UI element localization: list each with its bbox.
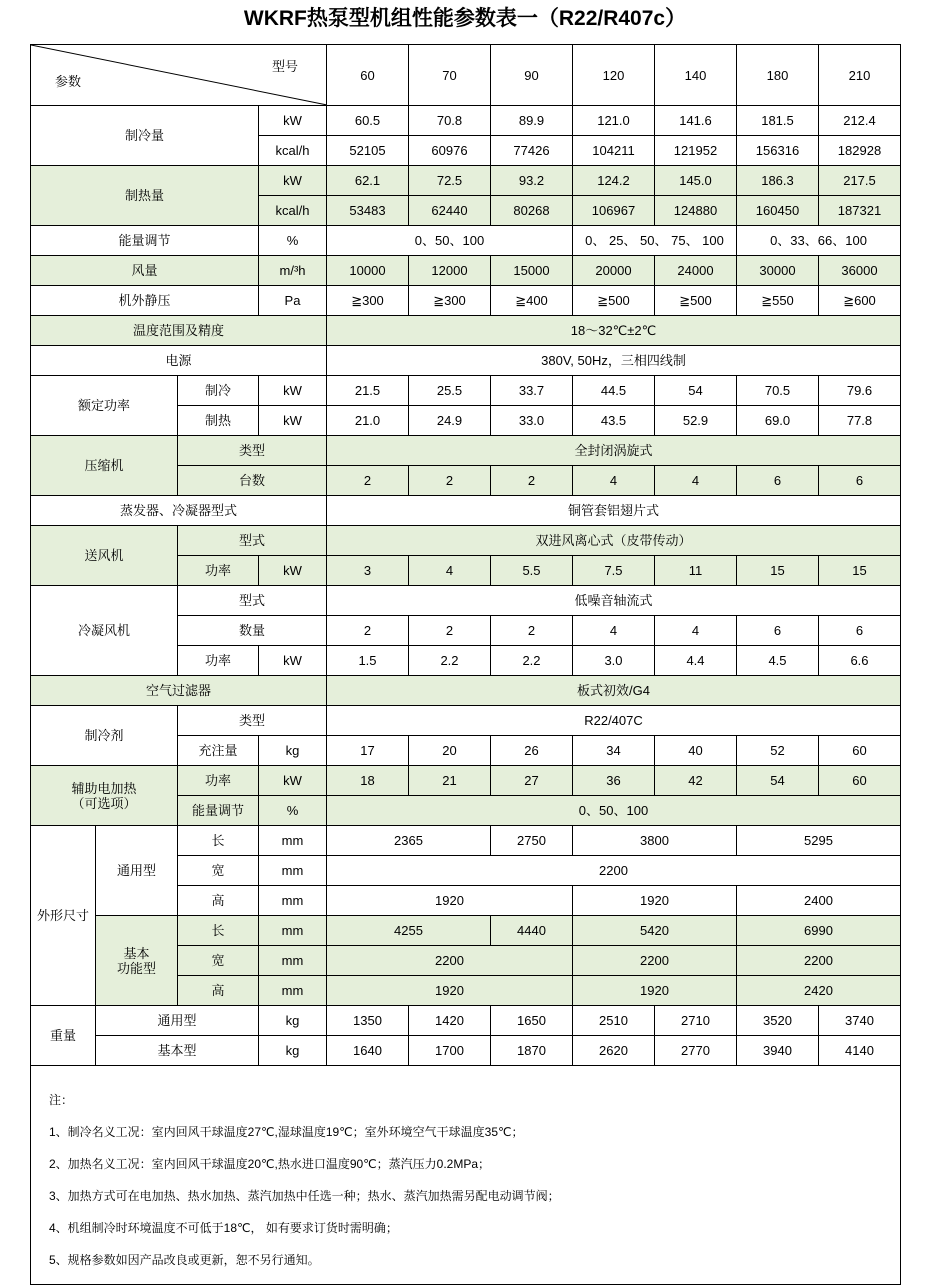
table-cell: 4 bbox=[655, 466, 737, 496]
table-cell: 0、 25、 50、 75、 100 bbox=[573, 226, 737, 256]
table-cell: 212.4 bbox=[819, 106, 901, 136]
spec-table bbox=[30, 44, 901, 1285]
table-cell: 2365 bbox=[327, 826, 491, 856]
row-label-cell: 能量调节 bbox=[178, 796, 259, 826]
table-cell: 54 bbox=[737, 766, 819, 796]
table-cell: 2420 bbox=[737, 976, 901, 1006]
model-header-120: 120 bbox=[573, 45, 655, 106]
table-row bbox=[31, 1006, 901, 1036]
table-cell: 全封闭涡旋式 bbox=[327, 436, 901, 466]
table-cell: % bbox=[259, 796, 327, 826]
table-row bbox=[31, 346, 901, 376]
table-cell: 15 bbox=[737, 556, 819, 586]
row-label-cell: 功率 bbox=[178, 556, 259, 586]
model-header-70: 70 bbox=[409, 45, 491, 106]
table-cell: 27 bbox=[491, 766, 573, 796]
row-label-cell: 空气过滤器 bbox=[31, 676, 327, 706]
table-row bbox=[31, 226, 901, 256]
note-item: 4、机组制冷时环境温度不可低于18℃， 如有要求订货时需明确； bbox=[49, 1221, 398, 1235]
note-item: 2、加热名义工况：室内回风干球温度20℃,热水进口温度90℃；蒸汽压力0.2MPa； bbox=[49, 1157, 491, 1171]
table-cell: 80268 bbox=[491, 196, 573, 226]
table-cell: 1700 bbox=[409, 1036, 491, 1066]
table-cell: 72.5 bbox=[409, 166, 491, 196]
table-cell: 60 bbox=[819, 736, 901, 766]
row-label-cell: 冷凝风机 bbox=[31, 586, 178, 676]
table-cell: 2400 bbox=[737, 886, 901, 916]
table-cell: 4.4 bbox=[655, 646, 737, 676]
header-corner-cell bbox=[31, 45, 327, 106]
row-label-cell: 台数 bbox=[178, 466, 327, 496]
table-cell: 2 bbox=[327, 616, 409, 646]
row-label-cell: 数量 bbox=[178, 616, 327, 646]
table-cell: 52 bbox=[737, 736, 819, 766]
table-cell: 34 bbox=[573, 736, 655, 766]
table-cell: 4140 bbox=[819, 1036, 901, 1066]
table-cell: ≧500 bbox=[573, 286, 655, 316]
table-cell: kg bbox=[259, 736, 327, 766]
table-cell: 2200 bbox=[573, 946, 737, 976]
table-cell: mm bbox=[259, 856, 327, 886]
table-cell: 77426 bbox=[491, 136, 573, 166]
row-label-cell: 蒸发器、冷凝器型式 bbox=[31, 496, 327, 526]
table-cell: 1920 bbox=[327, 976, 573, 1006]
table-cell: 6.6 bbox=[819, 646, 901, 676]
table-cell: 4 bbox=[655, 616, 737, 646]
table-row bbox=[31, 1036, 901, 1066]
table-cell: mm bbox=[259, 976, 327, 1006]
table-cell: 181.5 bbox=[737, 106, 819, 136]
table-cell: 121952 bbox=[655, 136, 737, 166]
table-cell: kW bbox=[259, 406, 327, 436]
table-cell: 长 bbox=[178, 826, 259, 856]
table-cell: 0、50、100 bbox=[327, 226, 573, 256]
row-label-cell: 辅助电加热 （可选项） bbox=[31, 766, 178, 826]
table-cell: 124.2 bbox=[573, 166, 655, 196]
table-cell: 4 bbox=[573, 616, 655, 646]
note-item: 3、加热方式可在电加热、热水加热、蒸汽加热中任选一种；热水、蒸汽加热需另配电动调节阀； bbox=[49, 1189, 560, 1203]
model-header-90: 90 bbox=[491, 45, 573, 106]
table-row bbox=[31, 676, 901, 706]
table-cell: 功率 bbox=[178, 766, 259, 796]
table-cell: 1650 bbox=[491, 1006, 573, 1036]
table-cell: 44.5 bbox=[573, 376, 655, 406]
note-item: 5、规格参数如因产品改良或更新，恕不另行通知。 bbox=[49, 1253, 320, 1267]
table-cell: mm bbox=[259, 886, 327, 916]
table-cell: Pa bbox=[259, 286, 327, 316]
table-cell: 2750 bbox=[491, 826, 573, 856]
table-row bbox=[31, 376, 901, 406]
table-cell: 186.3 bbox=[737, 166, 819, 196]
table-cell: 52105 bbox=[327, 136, 409, 166]
table-row bbox=[31, 826, 901, 856]
row-label-cell: 机外静压 bbox=[31, 286, 259, 316]
row-label-cell: 额定功率 bbox=[31, 376, 178, 436]
table-row bbox=[31, 706, 901, 736]
model-header-180: 180 bbox=[737, 45, 819, 106]
table-cell: 69.0 bbox=[737, 406, 819, 436]
table-cell: 7.5 bbox=[573, 556, 655, 586]
row-label-cell: 基本型 bbox=[96, 1036, 259, 1066]
row-label-cell: 高 bbox=[178, 976, 259, 1006]
table-cell: 53483 bbox=[327, 196, 409, 226]
table-cell: mm bbox=[259, 826, 327, 856]
table-row bbox=[31, 586, 901, 616]
table-cell: 62440 bbox=[409, 196, 491, 226]
table-cell: 2710 bbox=[655, 1006, 737, 1036]
model-header-210: 210 bbox=[819, 45, 901, 106]
table-cell: 156316 bbox=[737, 136, 819, 166]
table-cell: 1920 bbox=[573, 886, 737, 916]
table-cell: kg bbox=[259, 1036, 327, 1066]
table-cell: 4440 bbox=[491, 916, 573, 946]
table-cell: kW bbox=[259, 766, 327, 796]
table-cell: 10000 bbox=[327, 256, 409, 286]
table-cell: 30000 bbox=[737, 256, 819, 286]
notes-cell bbox=[31, 1066, 901, 1285]
table-cell: 160450 bbox=[737, 196, 819, 226]
row-label-cell: 宽 bbox=[178, 856, 259, 886]
table-cell: 1640 bbox=[327, 1036, 409, 1066]
table-cell: mm bbox=[259, 916, 327, 946]
table-cell: 15 bbox=[819, 556, 901, 586]
row-label-cell: 功率 bbox=[178, 646, 259, 676]
table-cell: 18 bbox=[327, 766, 409, 796]
table-cell: mm bbox=[259, 946, 327, 976]
table-row bbox=[31, 526, 901, 556]
table-cell: 15000 bbox=[491, 256, 573, 286]
table-cell: 24.9 bbox=[409, 406, 491, 436]
table-cell: 板式初效/G4 bbox=[327, 676, 901, 706]
table-cell: 17 bbox=[327, 736, 409, 766]
table-cell: 3520 bbox=[737, 1006, 819, 1036]
table-row bbox=[31, 496, 901, 526]
table-cell: 2200 bbox=[327, 946, 573, 976]
table-cell: 3940 bbox=[737, 1036, 819, 1066]
table-row bbox=[31, 106, 901, 136]
table-cell: ≧300 bbox=[409, 286, 491, 316]
table-cell: 3 bbox=[327, 556, 409, 586]
row-label-cell: 电源 bbox=[31, 346, 327, 376]
row-label-cell: 能量调节 bbox=[31, 226, 259, 256]
table-cell: 124880 bbox=[655, 196, 737, 226]
row-label-cell: 制热 bbox=[178, 406, 259, 436]
table-cell: 217.5 bbox=[819, 166, 901, 196]
table-cell: 型式 bbox=[178, 586, 327, 616]
table-cell: 33.0 bbox=[491, 406, 573, 436]
table-cell: kW bbox=[259, 646, 327, 676]
note-item: 1、制冷名义工况：室内回风干球温度27℃,湿球温度19℃；室外环境空气干球温度35℃； bbox=[49, 1125, 524, 1139]
table-cell: 3.0 bbox=[573, 646, 655, 676]
table-cell: 2510 bbox=[573, 1006, 655, 1036]
table-cell: 40 bbox=[655, 736, 737, 766]
table-cell: 6 bbox=[819, 466, 901, 496]
table-cell: kW bbox=[259, 376, 327, 406]
table-cell: R22/407C bbox=[327, 706, 901, 736]
model-header-140: 140 bbox=[655, 45, 737, 106]
table-cell: 4 bbox=[409, 556, 491, 586]
table-cell: 0、50、100 bbox=[327, 796, 901, 826]
table-cell: 43.5 bbox=[573, 406, 655, 436]
table-row bbox=[31, 916, 901, 946]
row-label-cell: 送风机 bbox=[31, 526, 178, 586]
param-label: 参数 bbox=[55, 74, 82, 89]
row-label-cell: 高 bbox=[178, 886, 259, 916]
table-cell: 6 bbox=[737, 466, 819, 496]
row-label-cell: 充注量 bbox=[178, 736, 259, 766]
table-row bbox=[31, 256, 901, 286]
table-cell: 4.5 bbox=[737, 646, 819, 676]
table-cell: 36 bbox=[573, 766, 655, 796]
table-cell: 104211 bbox=[573, 136, 655, 166]
row-label-cell: 温度范围及精度 bbox=[31, 316, 327, 346]
row-label-cell: 风量 bbox=[31, 256, 259, 286]
table-row bbox=[31, 316, 901, 346]
table-cell: 70.5 bbox=[737, 376, 819, 406]
table-cell: 11 bbox=[655, 556, 737, 586]
row-label-cell: 压缩机 bbox=[31, 436, 178, 496]
table-cell: 3740 bbox=[819, 1006, 901, 1036]
table-cell: 2.2 bbox=[491, 646, 573, 676]
table-cell: 4255 bbox=[327, 916, 491, 946]
table-cell: 1920 bbox=[573, 976, 737, 1006]
notes-title: 注： bbox=[49, 1093, 74, 1107]
table-cell: 21.5 bbox=[327, 376, 409, 406]
table-cell: 5420 bbox=[573, 916, 737, 946]
table-cell: 低噪音轴流式 bbox=[327, 586, 901, 616]
notes-row bbox=[31, 1066, 901, 1285]
table-cell: 2200 bbox=[737, 946, 901, 976]
table-cell: ≧600 bbox=[819, 286, 901, 316]
model-header-60: 60 bbox=[327, 45, 409, 106]
row-label-cell: 制冷量 bbox=[31, 106, 259, 166]
table-cell: 380V, 50Hz，三相四线制 bbox=[327, 346, 901, 376]
table-cell: 2 bbox=[409, 616, 491, 646]
table-cell: 6 bbox=[819, 616, 901, 646]
table-cell: m/³h bbox=[259, 256, 327, 286]
table-cell: 60.5 bbox=[327, 106, 409, 136]
table-cell: 2620 bbox=[573, 1036, 655, 1066]
table-cell: 18～32℃±2℃ bbox=[327, 316, 901, 346]
table-cell: 52.9 bbox=[655, 406, 737, 436]
table-cell: 1920 bbox=[327, 886, 573, 916]
table-cell: 145.0 bbox=[655, 166, 737, 196]
table-cell: 26 bbox=[491, 736, 573, 766]
table-cell: kg bbox=[259, 1006, 327, 1036]
table-cell: 33.7 bbox=[491, 376, 573, 406]
row-label-cell: 制冷剂 bbox=[31, 706, 178, 766]
row-label-cell: 宽 bbox=[178, 946, 259, 976]
table-row bbox=[31, 766, 901, 796]
table-cell: 2 bbox=[491, 466, 573, 496]
table-cell: 0、33、66、100 bbox=[737, 226, 901, 256]
table-cell: 182928 bbox=[819, 136, 901, 166]
table-cell: 型式 bbox=[178, 526, 327, 556]
table-cell: 5295 bbox=[737, 826, 901, 856]
table-cell: 60 bbox=[819, 766, 901, 796]
table-cell: 60976 bbox=[409, 136, 491, 166]
table-cell: 通用型 bbox=[96, 826, 178, 916]
table-cell: 24000 bbox=[655, 256, 737, 286]
table-cell: 106967 bbox=[573, 196, 655, 226]
table-cell: 42 bbox=[655, 766, 737, 796]
table-cell: 铜管套铝翅片式 bbox=[327, 496, 901, 526]
row-label-cell: kcal/h bbox=[259, 196, 327, 226]
table-cell: 3800 bbox=[573, 826, 737, 856]
table-cell: 2 bbox=[491, 616, 573, 646]
table-cell: 70.8 bbox=[409, 106, 491, 136]
table-cell: 1420 bbox=[409, 1006, 491, 1036]
table-cell: 21 bbox=[409, 766, 491, 796]
header-row bbox=[31, 45, 901, 106]
table-cell: 2 bbox=[409, 466, 491, 496]
table-cell: 类型 bbox=[178, 436, 327, 466]
table-cell: 141.6 bbox=[655, 106, 737, 136]
page-title: WKRF热泵型机组性能参数表一（R22/R407c） bbox=[243, 7, 687, 30]
table-cell: 187321 bbox=[819, 196, 901, 226]
table-cell: 1.5 bbox=[327, 646, 409, 676]
table-cell: 2.2 bbox=[409, 646, 491, 676]
table-cell: 1870 bbox=[491, 1036, 573, 1066]
table-cell: kW bbox=[259, 556, 327, 586]
table-cell: 20 bbox=[409, 736, 491, 766]
table-cell: 12000 bbox=[409, 256, 491, 286]
table-cell: 89.9 bbox=[491, 106, 573, 136]
table-cell: ≧400 bbox=[491, 286, 573, 316]
table-cell: 20000 bbox=[573, 256, 655, 286]
table-cell: 长 bbox=[178, 916, 259, 946]
table-cell: 62.1 bbox=[327, 166, 409, 196]
row-label-cell: 重量 bbox=[31, 1006, 96, 1066]
table-cell: 1350 bbox=[327, 1006, 409, 1036]
table-cell: 2770 bbox=[655, 1036, 737, 1066]
table-cell: 121.0 bbox=[573, 106, 655, 136]
table-cell: 双进风离心式（皮带传动） bbox=[327, 526, 901, 556]
table-cell: ≧500 bbox=[655, 286, 737, 316]
table-cell: 54 bbox=[655, 376, 737, 406]
row-label-cell: 基本 功能型 bbox=[96, 916, 178, 1006]
table-cell: 21.0 bbox=[327, 406, 409, 436]
table-cell: 制冷 bbox=[178, 376, 259, 406]
table-cell: 79.6 bbox=[819, 376, 901, 406]
table-cell: kW bbox=[259, 166, 327, 196]
row-label-cell: kcal/h bbox=[259, 136, 327, 166]
table-cell: 6 bbox=[737, 616, 819, 646]
table-cell: 93.2 bbox=[491, 166, 573, 196]
table-cell: % bbox=[259, 226, 327, 256]
table-cell: 通用型 bbox=[96, 1006, 259, 1036]
table-cell: ≧300 bbox=[327, 286, 409, 316]
table-cell: 6990 bbox=[737, 916, 901, 946]
table-row bbox=[31, 166, 901, 196]
table-row bbox=[31, 286, 901, 316]
table-cell: 36000 bbox=[819, 256, 901, 286]
row-label-cell: 外形尺寸 bbox=[31, 826, 96, 1006]
table-cell: 2200 bbox=[327, 856, 901, 886]
table-cell: 5.5 bbox=[491, 556, 573, 586]
row-label-cell: 制热量 bbox=[31, 166, 259, 226]
table-cell: 77.8 bbox=[819, 406, 901, 436]
table-cell: 25.5 bbox=[409, 376, 491, 406]
table-cell: 2 bbox=[327, 466, 409, 496]
table-cell: 类型 bbox=[178, 706, 327, 736]
model-label: 型号 bbox=[271, 59, 298, 74]
table-cell: 4 bbox=[573, 466, 655, 496]
table-cell: ≧550 bbox=[737, 286, 819, 316]
table-cell: kW bbox=[259, 106, 327, 136]
table-row bbox=[31, 436, 901, 466]
